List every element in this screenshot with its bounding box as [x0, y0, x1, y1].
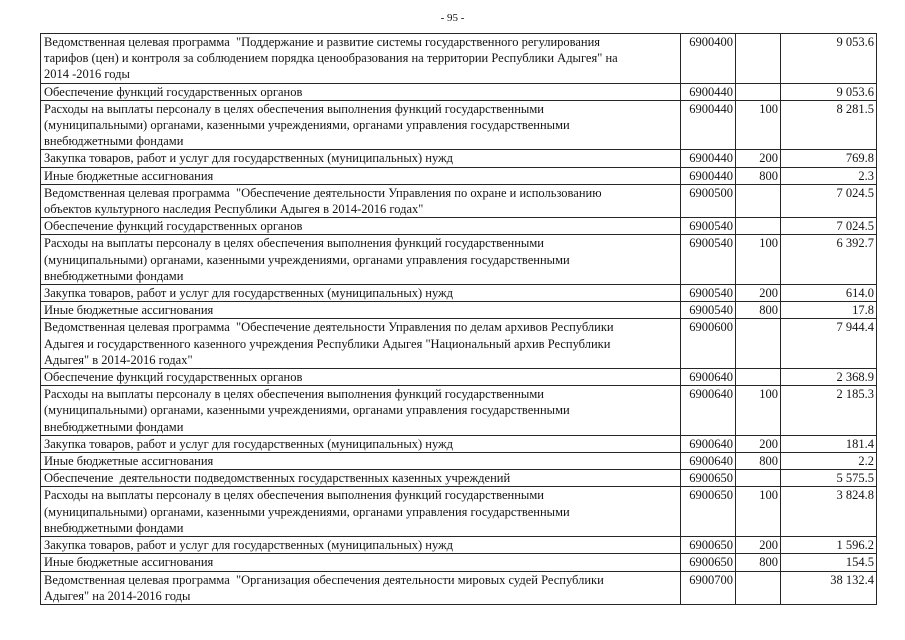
- row-code: 6900700: [681, 571, 736, 604]
- row-description: [41, 319, 681, 369]
- row-amount: 7 944.4: [781, 319, 877, 369]
- table-row: [41, 435, 877, 452]
- table-row: [41, 285, 877, 302]
- row-code: 6900440: [681, 83, 736, 100]
- row-code: 6900640: [681, 453, 736, 470]
- row-description: [41, 235, 681, 285]
- table-row: [41, 100, 877, 150]
- table-row: [41, 537, 877, 554]
- row-description: [41, 218, 681, 235]
- table-row: [41, 487, 877, 537]
- row-amount: 2 368.9: [781, 369, 877, 386]
- row-expense-type: 200: [736, 285, 781, 302]
- row-code: 6900440: [681, 150, 736, 167]
- row-expense-type: 100: [736, 386, 781, 436]
- row-expense-type: 200: [736, 537, 781, 554]
- row-expense-type: [736, 184, 781, 217]
- table-row: [41, 83, 877, 100]
- row-code: 6900640: [681, 369, 736, 386]
- description-line: внебюджетными фондами: [44, 268, 184, 283]
- description-line: Адыгея и государственного казенного учреждения Республики Адыгея "Национальный архив Республики: [44, 336, 611, 351]
- description-line: Расходы на выплаты персоналу в целях обеспечения выполнения функций государственными: [44, 101, 544, 116]
- description-line: Закупка товаров, работ и услуг для государственных (муниципальных) нужд: [44, 538, 454, 553]
- description-line: Обеспечение функций государственных органов: [44, 219, 303, 234]
- row-description: [41, 487, 681, 537]
- row-amount: 9 053.6: [781, 83, 877, 100]
- row-description: [41, 83, 681, 100]
- table-row: [41, 369, 877, 386]
- description-line: (муниципальными) органами, казенными учреждениями, органами управления государственными: [44, 118, 570, 133]
- description-line: Ведомственная целевая программа "Обеспечение деятельности Управления по охране и использованию: [44, 185, 602, 200]
- row-code: 6900640: [681, 386, 736, 436]
- table-row: [41, 184, 877, 217]
- row-code: 6900650: [681, 537, 736, 554]
- description-line: (муниципальными) органами, казенными учреждениями, органами управления государственными: [44, 252, 570, 267]
- row-expense-type: 800: [736, 453, 781, 470]
- budget-table-body: [41, 34, 877, 605]
- description-line: Ведомственная целевая программа "Поддержание и развитие системы государственного регулирования: [44, 35, 601, 49]
- row-expense-type: [736, 218, 781, 235]
- description-line: объектов культурного наследия Республики Адыгея в 2014-2016 годах": [44, 202, 424, 217]
- row-expense-type: 800: [736, 302, 781, 319]
- row-expense-type: 100: [736, 100, 781, 150]
- row-amount: 2.2: [781, 453, 877, 470]
- description-line: Обеспечение функций государственных органов: [44, 84, 303, 99]
- description-line: Обеспечение функций государственных органов: [44, 370, 303, 385]
- row-amount: 3 824.8: [781, 487, 877, 537]
- row-amount: 6 392.7: [781, 235, 877, 285]
- table-row: [41, 302, 877, 319]
- table-row: [41, 386, 877, 436]
- row-expense-type: [736, 319, 781, 369]
- row-description: [41, 285, 681, 302]
- row-amount: 9 053.6: [781, 34, 877, 84]
- row-description: [41, 150, 681, 167]
- row-expense-type: [736, 34, 781, 84]
- description-line: Закупка товаров, работ и услуг для государственных (муниципальных) нужд: [44, 151, 454, 166]
- row-amount: 8 281.5: [781, 100, 877, 150]
- row-expense-type: [736, 83, 781, 100]
- row-amount: 17.8: [781, 302, 877, 319]
- row-expense-type: [736, 369, 781, 386]
- row-expense-type: 100: [736, 235, 781, 285]
- description-line: Обеспечение деятельности подведомственных государственных казенных учреждений: [44, 471, 511, 486]
- table-row: [41, 571, 877, 604]
- description-line: внебюджетными фондами: [44, 134, 184, 149]
- row-code: 6900540: [681, 302, 736, 319]
- table-row: [41, 470, 877, 487]
- row-expense-type: 800: [736, 554, 781, 571]
- row-amount: 181.4: [781, 435, 877, 452]
- row-description: [41, 369, 681, 386]
- description-line: (муниципальными) органами, казенными учреждениями, органами управления государственными: [44, 504, 570, 519]
- table-row: [41, 167, 877, 184]
- row-amount: 2 185.3: [781, 386, 877, 436]
- table-row: [41, 319, 877, 369]
- description-line: внебюджетными фондами: [44, 520, 184, 535]
- table-row: [41, 218, 877, 235]
- row-amount: 5 575.5: [781, 470, 877, 487]
- row-description: [41, 537, 681, 554]
- row-amount: 7 024.5: [781, 184, 877, 217]
- description-line: Закупка товаров, работ и услуг для государственных (муниципальных) нужд: [44, 436, 454, 451]
- row-code: 6900440: [681, 167, 736, 184]
- description-line: Иные бюджетные ассигнования: [44, 168, 214, 183]
- row-code: 6900540: [681, 235, 736, 285]
- row-code: 6900650: [681, 554, 736, 571]
- table-row: [41, 453, 877, 470]
- row-amount: 614.0: [781, 285, 877, 302]
- row-amount: 1 596.2: [781, 537, 877, 554]
- description-line: Ведомственная целевая программа "Организация обеспечения деятельности мировых судей Республики: [44, 572, 604, 587]
- description-line: Иные бюджетные ассигнования: [44, 303, 214, 318]
- description-line: Ведомственная целевая программа "Обеспечение деятельности Управления по делам архивов Республики: [44, 320, 614, 335]
- row-expense-type: 200: [736, 435, 781, 452]
- row-expense-type: [736, 571, 781, 604]
- description-line: Закупка товаров, работ и услуг для государственных (муниципальных) нужд: [44, 286, 454, 301]
- description-line: Расходы на выплаты персоналу в целях обеспечения выполнения функций государственными: [44, 488, 544, 503]
- row-description: [41, 34, 681, 84]
- row-amount: 38 132.4: [781, 571, 877, 604]
- table-row: [41, 150, 877, 167]
- row-description: [41, 470, 681, 487]
- page-number: - 95 -: [440, 12, 465, 24]
- row-amount: 2.3: [781, 167, 877, 184]
- row-code: 6900500: [681, 184, 736, 217]
- row-code: 6900650: [681, 470, 736, 487]
- row-code: 6900540: [681, 285, 736, 302]
- row-amount: 7 024.5: [781, 218, 877, 235]
- row-code: 6900600: [681, 319, 736, 369]
- row-description: [41, 554, 681, 571]
- row-code: 6900540: [681, 218, 736, 235]
- row-description: [41, 386, 681, 436]
- row-code: 6900640: [681, 435, 736, 452]
- description-line: Иные бюджетные ассигнования: [44, 555, 214, 570]
- row-description: [41, 302, 681, 319]
- row-amount: 154.5: [781, 554, 877, 571]
- description-line: внебюджетными фондами: [44, 419, 184, 434]
- description-line: (муниципальными) органами, казенными учреждениями, органами управления государственными: [44, 403, 570, 418]
- row-code: 6900400: [681, 34, 736, 84]
- row-expense-type: 100: [736, 487, 781, 537]
- description-line: Адыгея" в 2014-2016 годах": [44, 352, 193, 367]
- row-code: 6900650: [681, 487, 736, 537]
- row-description: [41, 571, 681, 604]
- row-description: [41, 184, 681, 217]
- description-line: тарифов (цен) и контроля за соблюдением порядка ценообразования на территории Республики Адыгея" на: [44, 51, 618, 66]
- description-line: 2014 -2016 годы: [44, 67, 130, 82]
- table-row: [41, 554, 877, 571]
- description-line: Адыгея" на 2014-2016 годы: [44, 588, 191, 603]
- row-description: [41, 435, 681, 452]
- row-description: [41, 167, 681, 184]
- row-amount: 769.8: [781, 150, 877, 167]
- table-row: [41, 235, 877, 285]
- row-expense-type: [736, 470, 781, 487]
- row-expense-type: 200: [736, 150, 781, 167]
- table-row: [41, 34, 877, 84]
- description-line: Иные бюджетные ассигнования: [44, 454, 214, 469]
- row-code: 6900440: [681, 100, 736, 150]
- budget-table: [40, 33, 877, 605]
- description-line: Расходы на выплаты персоналу в целях обеспечения выполнения функций государственными: [44, 387, 544, 402]
- row-description: [41, 453, 681, 470]
- description-line: Расходы на выплаты персоналу в целях обеспечения выполнения функций государственными: [44, 236, 544, 251]
- row-expense-type: 800: [736, 167, 781, 184]
- row-description: [41, 100, 681, 150]
